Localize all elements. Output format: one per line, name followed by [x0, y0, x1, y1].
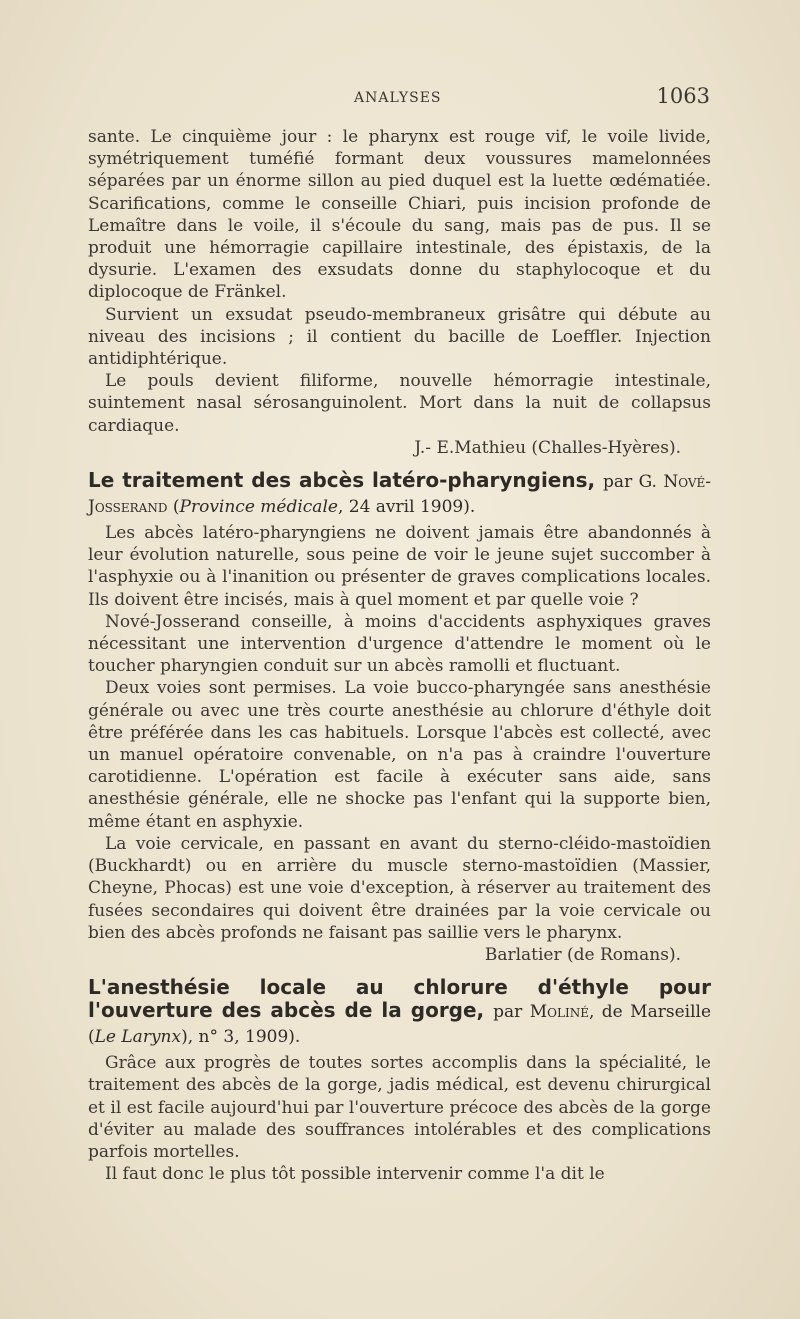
paragraph: La voie cervicale, en passant en avant du sterno-cléido-mastoïdien (Buckhardt) ou en arrière du muscle sterno-mastoïdien (Massier, Cheyne, Phocas) est une voie d'exception, à réserver au traitement des fusées secondaires qui doivent être drainées par la voie cervicale ou bien des abcès profonds ne faisant pas saillie vers le pharynx.	[88, 833, 711, 943]
author-name: G. Nové-Josserand	[88, 472, 711, 518]
author-name: Moliné	[529, 1002, 589, 1023]
article-heading	[88, 976, 711, 1049]
paragraph: Les abcès latéro-pharyngiens ne doivent jamais être abandonnés à leur évolution naturelle, sous peine de voir le jeune sujet succomber à l'asphyxie ou à l'inanition ou présenter de graves complications locales. Ils doivent être incisés, mais à quel moment et par quelle voie ?	[88, 523, 711, 610]
paragraph: Deux voies sont permises. La voie bucco-pharyngée sans anesthésie générale ou avec une très courte anesthésie au chlorure d'éthyle doit être préférée dans les cas habituels. Lorsque l'abcès est collecté, avec un manuel opératoire convenable, on n'a pas à craindre l'ouverture carotidienne. L'opération est facile à exécuter sans aide, sans anesthésie générale, elle ne shocke pas l'enfant qui la supporte bien, même étant en asphyxie.	[88, 678, 711, 832]
journal-name: Le Larynx	[94, 1027, 182, 1048]
citation: par Moliné, de Marseille (Le Larynx), n° 3, 1909).	[88, 1002, 712, 1048]
paragraph: Nové-Josserand conseille, à moins d'accidents asphyxiques graves nécessitant une intervention d'urgence d'attendre le moment où le toucher pharyngien conduit sur un abcès ramolli et fluctuant.	[88, 611, 711, 677]
paragraph: Le pouls devient filiforme, nouvelle hémorragie intestinale, suintement nasal sérosanguinolent. Mort dans la nuit de collapsus cardiaque.	[88, 371, 711, 436]
page-header	[88, 84, 710, 112]
signature: J.- E.Mathieu (Challes-Hyères).	[414, 437, 681, 458]
paragraph: Grâce aux progrès de toutes sortes accomplis dans la spécialité, le traitement des abcès de la gorge, jadis médical, est devenu chirurgical et il est facile aujourd'hui par l'ouverture précoce des abcès de la gorge d'éviter au malade des souffrances intolérables et des complications parfois mortelles.	[88, 1053, 711, 1162]
paragraph: Survient un exsudat pseudo-membraneux grisâtre qui débute au niveau des incisions ; il contient du bacille de Loeffler. Injection antidiphtérique.	[88, 304, 711, 370]
citation-date: , 24 avril 1909).	[337, 497, 476, 518]
article-title: Le traitement des abcès latéro-pharyngiens,	[88, 468, 596, 493]
citation: par G. Nové-Josserand (Province médicale, 24 avril 1909).	[88, 472, 711, 518]
citation-date: ), n° 3, 1909).	[181, 1027, 301, 1048]
running-head: ANALYSES	[354, 90, 442, 106]
paragraph: sante. Le cinquième jour : le pharynx est rouge vif, le voile livide, symétriquement tuméfié formant deux voussures mamelonnées séparées par un énorme sillon au pied duquel est la luette œdématiée. Scarifications, comme le conseille Chiari, puis incision profonde de Lemaître dans le voile, il s'écoule du sang, mais pas de pus. Il se produit une hémorragie capillaire intestinale, des épistaxis, de la dysurie. L'examen des exsudats donne du staphylocoque et du diplocoque de Fränkel.	[88, 127, 711, 303]
article-heading	[88, 469, 711, 519]
page-number: 1063	[656, 84, 710, 108]
paragraph: Il faut donc le plus tôt possible intervenir comme l'a dit le	[105, 1164, 605, 1185]
journal-name: Province médicale	[179, 497, 338, 518]
article-title: L'anesthésie locale au chlorure d'éthyle pour l'ouverture des abcès de la gorge,	[88, 975, 711, 1023]
body-text	[88, 126, 711, 1185]
signature: Barlatier (de Romans).	[484, 944, 681, 965]
